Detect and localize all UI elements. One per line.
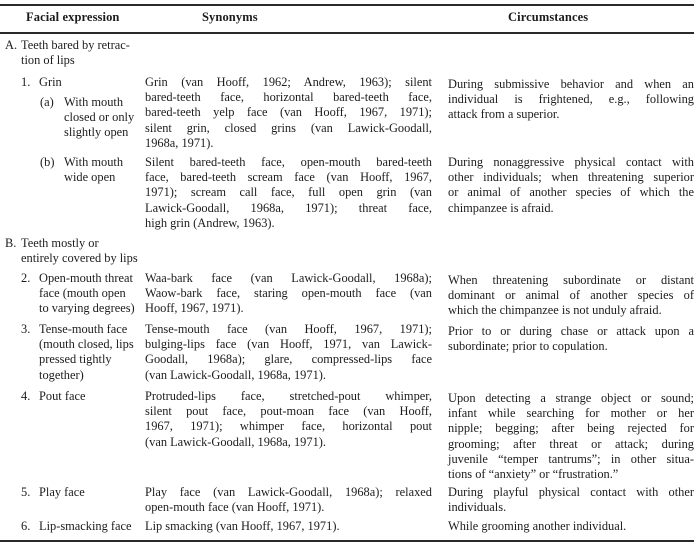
item-marker: 1.	[21, 75, 31, 89]
item-label: Open-mouth threat face (mouth open to varying degrees)	[39, 271, 135, 316]
item-marker: 3.	[21, 322, 31, 336]
item-marker: 6.	[21, 519, 31, 533]
synonyms-cell: Waa-bark face (van Lawick-Goodall, 1968a); Waow-bark face, staring open-mouth face (van Hooff, 1967, 1971).	[145, 271, 432, 316]
header-synonyms: Synonyms	[202, 10, 258, 24]
header-rule	[0, 32, 694, 34]
subitem-label: With mouth closed or only slightly open	[64, 95, 135, 140]
header-facial-expression: Facial expression	[26, 10, 120, 24]
item-label: Tense-mouth face (mouth closed, lips pressed tightly together)	[39, 322, 134, 382]
item-marker: 4.	[21, 389, 31, 403]
synonyms-cell: Protruded-lips face, stretched-pout whimper, silent pout face, pout-moan face (van Hooff, 1967, 1971); whimper face, horizontal pout (van Lawick-Goodall, 1968a, 1971).	[145, 389, 432, 449]
subitem-marker: (b)	[40, 155, 55, 169]
circumstances-cell: Prior to or during chase or attack upon a subordinate; prior to copulation.	[448, 324, 694, 354]
subitem-label: With mouth wide open	[64, 155, 124, 185]
circumstances-cell: When threatening subordinate or distant dominant or animal of another species of which the chimpanzee is not unduly afraid.	[448, 273, 694, 318]
item-marker: 5.	[21, 485, 31, 499]
circumstances-cell: Upon detecting a strange object or sound; infant while searching for mother or her nipple; begging; after being rejected for grooming; after threat or attack; during juvenile “temper tantrums”; in other situa- tions of “anxiety” or “frustration.”	[448, 391, 694, 482]
subitem-marker: (a)	[40, 95, 54, 109]
item-label: Pout face	[39, 389, 86, 403]
item-label: Grin	[39, 75, 62, 89]
synonyms-cell: Silent bared-teeth face, open-mouth bared-teeth face, bared-teeth scream face (van Hooff, 1967, 1971); scream call face, full open grin (van Lawick-Goodall, 1968a, 1971); threat face, high grin (Andrew, 1963).	[145, 155, 432, 230]
item-label: Play face	[39, 485, 85, 499]
circumstances-cell: During nonaggressive physical contact with other individuals; when threatening superior or animal of another species of which the chimpanzee is afraid.	[448, 155, 694, 215]
group-marker: B.	[5, 236, 17, 250]
group-label: Teeth bared by retrac- tion of lips	[21, 38, 130, 68]
bottom-rule	[0, 540, 694, 542]
synonyms-cell: Tense-mouth face (van Hooff, 1967, 1971); bulging-lips face (van Hooff, 1971, van Lawick- Goodall, 1968a); glare, compressed-lips face (van Lawick-Goodall, 1968a, 1971).	[145, 322, 432, 382]
circumstances-cell: While grooming another individual.	[448, 519, 627, 533]
synonyms-cell: Grin (van Hooff, 1962; Andrew, 1963); silent bared-teeth face, horizontal bared-teeth face, bared-teeth yelp face (van Hooff, 1967, 1971); silent grin, closed grins (van Lawick-Goodall, 1968a, 1971).	[145, 75, 432, 150]
synonyms-cell: Play face (van Lawick-Goodall, 1968a); relaxed open-mouth face (van Hooff, 1971).	[145, 485, 432, 515]
circumstances-cell: During playful physical contact with other individuals.	[448, 485, 694, 515]
synonyms-cell: Lip smacking (van Hooff, 1967, 1971).	[145, 519, 340, 533]
circumstances-cell: During submissive behavior and when an individual is frightened, e.g., following attack from a superior.	[448, 77, 694, 122]
item-label: Lip-smacking face	[39, 519, 132, 533]
top-rule	[0, 4, 694, 6]
item-marker: 2.	[21, 271, 31, 285]
group-label: Teeth mostly or entirely covered by lips	[21, 236, 138, 266]
group-marker: A.	[5, 38, 18, 52]
header-circumstances: Circumstances	[508, 10, 589, 24]
